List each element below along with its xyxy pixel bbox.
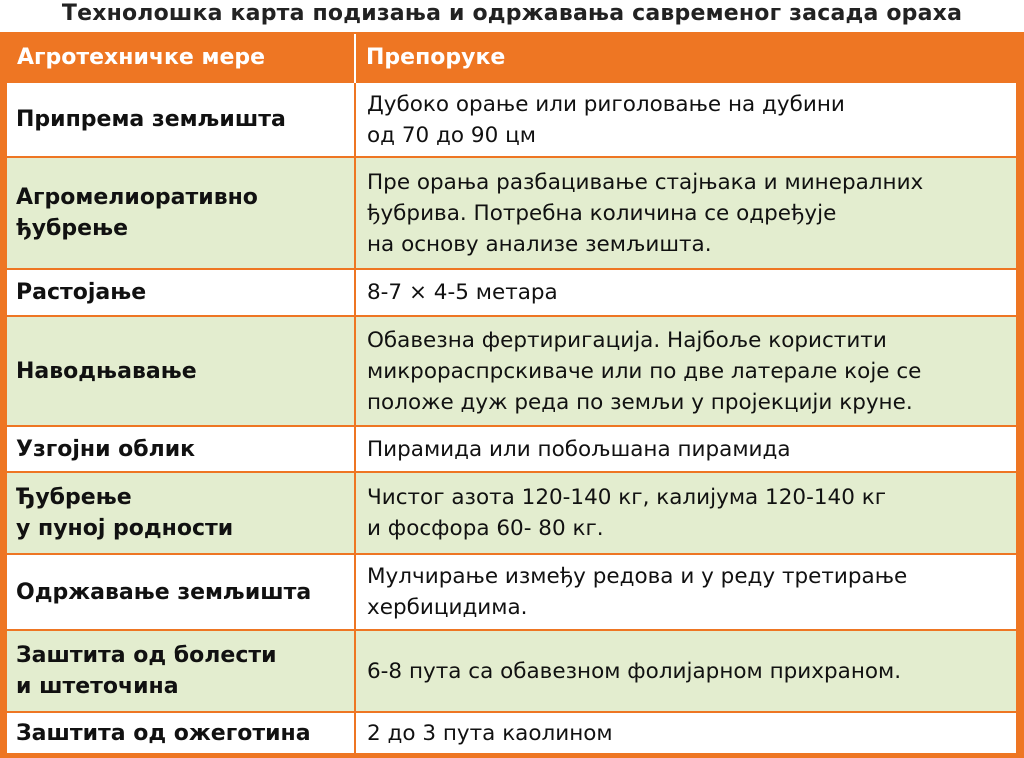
measure-cell: Узгојни облик [7, 426, 355, 472]
table-row [7, 316, 1016, 426]
recommendation-cell: Пре орања разбацивање стајњака и минералних ђубрива. Потребна количина се одређује на основу анализе земљишта. [355, 157, 1016, 269]
column-header-measures: Агротехничке мере [7, 34, 355, 82]
measure-cell: Заштита од болести и штеточина [7, 630, 355, 712]
recommendation-cell: Дубоко орање или риголовање на дубини од 70 до 90 цм [355, 82, 1016, 157]
table-header-row [7, 34, 1016, 82]
recommendation-cell: Чистог азота 120-140 кг, калијума 120-140 кг и фосфора 60- 80 кг. [355, 472, 1016, 554]
recommendation-cell: Мулчирање између редова и у реду третирање хербицидима. [355, 554, 1016, 630]
recommendation-cell: 6-8 пута са обавезном фолијарном прихраном. [355, 630, 1016, 712]
recommendation-cell: Обавезна фертиригација. Најбоље користити микрораспрскиваче или по две латерале које се положе дуж реда по земљи у пројекцији круне. [355, 316, 1016, 426]
measure-cell: Ђубрење у пуној родности [7, 472, 355, 554]
table-frame [0, 32, 1024, 758]
table-row [7, 630, 1016, 712]
table-row [7, 426, 1016, 472]
measure-cell: Заштита од ожеготина [7, 712, 355, 753]
recommendation-cell: 8-7 × 4-5 метара [355, 269, 1016, 316]
table-row [7, 472, 1016, 554]
measure-cell: Агромелиоративно ђубрење [7, 157, 355, 269]
recommendation-cell: 2 до 3 пута каолином [355, 712, 1016, 753]
measure-cell: Припрема земљишта [7, 82, 355, 157]
table-row [7, 157, 1016, 269]
table-row [7, 712, 1016, 753]
measure-cell: Наводњавање [7, 316, 355, 426]
table-row [7, 269, 1016, 316]
page-title: Технолошка карта подизања и одржавања савременог засада ораха [61, 1, 963, 26]
measure-cell: Растојање [7, 269, 355, 316]
recommendations-table [7, 34, 1016, 753]
table-row [7, 554, 1016, 630]
column-header-recommendations: Препоруке [355, 34, 1016, 82]
table-row [7, 82, 1016, 157]
measure-cell: Одржавање земљишта [7, 554, 355, 630]
recommendation-cell: Пирамида или побољшана пирамида [355, 426, 1016, 472]
